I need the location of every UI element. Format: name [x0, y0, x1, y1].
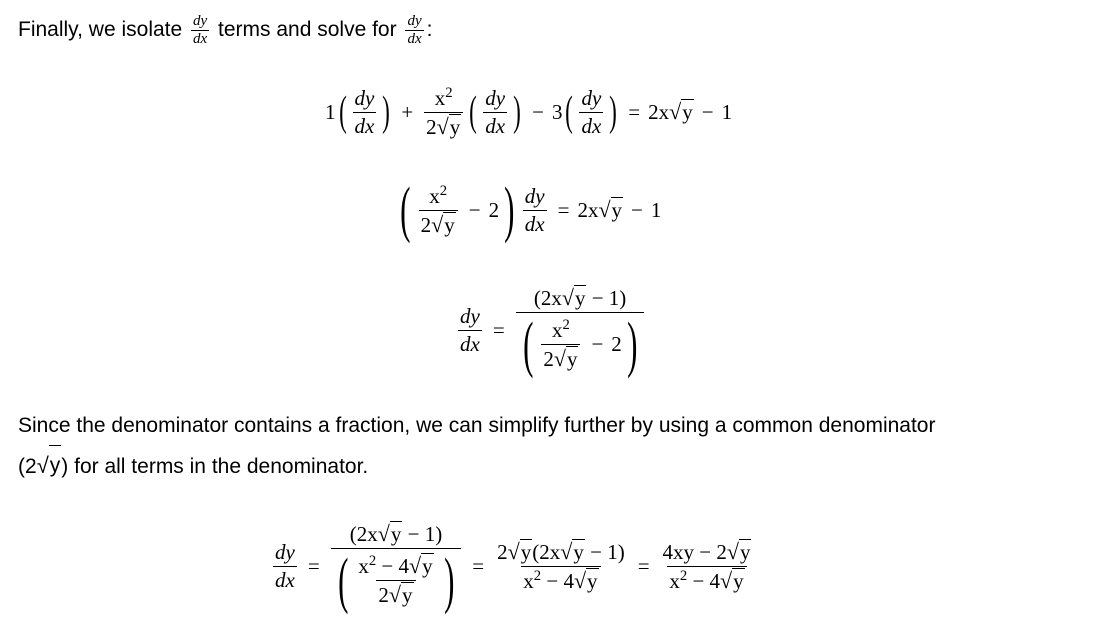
fraction-numerator: 2 √ y (2x √ y − 1) — [497, 538, 625, 564]
fraction-denominator: dx — [460, 331, 480, 356]
simplified-fraction — [495, 539, 627, 594]
coefficient: 2 — [378, 583, 389, 607]
fraction-numerator — [550, 317, 572, 344]
left-paren: ( — [522, 310, 534, 379]
fraction-denominator: dx — [524, 211, 545, 236]
exponent: 2 — [533, 567, 542, 584]
right-paren: ) — [626, 310, 638, 379]
fraction-denominator — [516, 310, 645, 379]
var-x: x — [587, 198, 599, 222]
equals-sign: = — [472, 553, 485, 578]
sqrt-y — [508, 539, 533, 565]
fraction-denominator — [331, 546, 462, 615]
constant: 1 — [424, 521, 436, 546]
minus-sign: − — [591, 285, 604, 310]
minus-sign: − — [699, 539, 712, 564]
radical-sign: √ — [560, 538, 573, 564]
equation-3 — [455, 272, 647, 388]
coefficient: 4 — [709, 568, 721, 593]
radical-sign: √ — [436, 113, 449, 139]
fraction-numerator: dy — [407, 12, 422, 29]
coefficient: 4 — [662, 539, 674, 564]
inner-fraction — [356, 553, 435, 608]
exponent: 2 — [368, 553, 377, 569]
left-paren: ( — [565, 89, 574, 135]
x2-over-2sqrty-fraction — [419, 183, 458, 238]
radicand: y — [587, 568, 598, 593]
fraction-numerator — [433, 85, 455, 112]
minus-sign: − — [407, 521, 420, 546]
radical-sign: √ — [36, 453, 49, 478]
constant: 1 — [650, 197, 662, 222]
x2-over-2sqrty-fraction — [541, 317, 580, 372]
left-paren: ( — [338, 89, 347, 135]
main-fraction — [516, 284, 645, 379]
radicand: y — [739, 539, 751, 564]
equals-sign: = — [492, 317, 505, 342]
constant: 1 — [721, 99, 733, 124]
fraction-denominator: dx — [485, 113, 506, 138]
radical-sign: √ — [377, 520, 390, 546]
dydx-fraction — [483, 86, 507, 139]
x2-over-2sqrty-fraction — [424, 85, 463, 140]
sqrt-y — [727, 539, 752, 565]
coefficient: 2 — [540, 285, 552, 310]
complex-fraction — [331, 520, 462, 615]
equation-1 — [325, 72, 732, 152]
minus-sign: − — [546, 568, 559, 593]
equation-2 — [395, 170, 661, 250]
coefficient: 1 — [325, 99, 336, 124]
right-paren: ) — [382, 89, 391, 135]
fraction-denominator: dx — [354, 113, 375, 138]
fraction-denominator: dx — [581, 113, 602, 138]
exponent: 2 — [445, 84, 453, 101]
equation-4 — [270, 504, 756, 628]
coefficient: 2 — [539, 539, 550, 564]
var-x: x — [523, 568, 534, 593]
radical-sign: √ — [553, 346, 566, 371]
coefficient: 4 — [563, 568, 574, 593]
dydx-fraction — [579, 86, 603, 139]
fraction-numerator: dy — [354, 85, 375, 110]
radicand: y — [566, 347, 578, 371]
radicand: y — [390, 521, 402, 546]
radical-sign: √ — [573, 567, 587, 593]
minus-sign: − — [381, 554, 394, 578]
explanation-paragraph — [18, 406, 935, 486]
radicand: y — [49, 445, 62, 485]
radical-sign: √ — [431, 211, 444, 237]
plus-sign: + — [401, 99, 414, 124]
coefficient: 2 — [497, 539, 508, 564]
minus-sign: − — [591, 332, 604, 356]
coefficient: 2 — [577, 198, 588, 222]
sqrt-y — [562, 285, 587, 311]
radical-sign: √ — [598, 197, 611, 222]
radicand: y — [422, 554, 433, 578]
right-paren: ) — [504, 176, 515, 244]
fraction-denominator — [376, 580, 415, 608]
minus-sign: − — [631, 197, 643, 222]
fraction-denominator — [541, 344, 580, 372]
radicand: y — [574, 285, 586, 310]
fraction-denominator — [521, 566, 600, 594]
radicand: y — [573, 539, 584, 564]
coefficient: 2 — [356, 521, 368, 546]
var-xy: xy — [673, 539, 695, 564]
sqrt-y — [389, 582, 414, 608]
exponent: 2 — [562, 317, 570, 333]
radical-sign: √ — [720, 567, 733, 593]
sqrt-y — [378, 521, 403, 547]
coefficient: 2 — [716, 539, 727, 564]
intro-text-2: terms and solve for — [212, 18, 403, 41]
coefficient: 3 — [551, 99, 563, 124]
left-paren: ( — [400, 176, 411, 244]
fraction-numerator — [661, 539, 754, 566]
fraction-denominator — [419, 210, 458, 238]
minus-sign: − — [468, 197, 481, 222]
minus-sign: − — [590, 539, 602, 564]
fraction-numerator: dy — [460, 303, 480, 328]
exponent: 2 — [439, 182, 448, 199]
fraction-numerator: (2x √ y − 1) — [533, 284, 627, 310]
sqrt-y — [598, 197, 623, 223]
dydx-fraction — [353, 86, 377, 139]
intro-text-3: : — [426, 18, 433, 41]
radical-sign: √ — [409, 553, 422, 578]
minus-sign: − — [532, 99, 544, 124]
var-x: x — [358, 554, 369, 578]
rhs — [648, 99, 694, 125]
rhs — [577, 197, 623, 223]
text-part: ) for all terms in the denominator. — [61, 455, 369, 478]
intro-dydx-fraction-1 — [191, 14, 209, 47]
equals-sign: = — [637, 553, 650, 578]
var-x: x — [669, 568, 680, 593]
dydx-fraction — [523, 184, 547, 237]
sqrt-y — [437, 114, 462, 140]
constant: 1 — [608, 285, 620, 310]
fraction-denominator — [667, 566, 746, 594]
minus-sign: − — [692, 568, 705, 593]
radicand: y — [520, 539, 532, 564]
sqrt-y — [554, 346, 579, 372]
var-x: x — [551, 318, 563, 342]
coefficient: 2 — [420, 212, 432, 237]
fraction-numerator: dy — [485, 85, 506, 110]
fraction-numerator — [427, 183, 449, 210]
sqrt-y — [409, 553, 434, 579]
radicand: y — [402, 583, 413, 607]
coefficient: 2 — [648, 100, 659, 124]
fraction-denominator: dx — [275, 567, 295, 592]
fraction-numerator: dy — [524, 183, 545, 208]
sqrt-y — [431, 212, 456, 238]
radicand: y — [444, 212, 455, 237]
intro-dydx-fraction-2 — [405, 14, 423, 47]
fraction-numerator: (2x √ y − 1) — [349, 520, 443, 546]
coefficient: 4 — [398, 554, 410, 578]
equals-sign: = — [307, 553, 320, 578]
intro-text-1: Finally, we isolate — [18, 18, 189, 41]
minus-sign: − — [701, 99, 714, 124]
var-x: x — [367, 521, 378, 546]
var-x: x — [551, 285, 562, 310]
radicand: y — [733, 568, 744, 593]
coefficient: 2 — [426, 114, 437, 139]
fraction-denominator — [424, 112, 463, 140]
explanation-line-1: Since the denominator contains a fraction, we can simplify further by using a common denominator — [18, 414, 936, 437]
fraction-numerator: dy — [275, 539, 295, 564]
fraction-numerator: dy — [193, 12, 208, 29]
sqrt-y — [37, 445, 62, 485]
radical-sign: √ — [507, 538, 520, 564]
sqrt-y — [669, 99, 694, 125]
coefficient: 2 — [543, 347, 554, 371]
explanation-line-2 — [18, 445, 935, 486]
intro-line — [18, 10, 432, 49]
equals-sign: = — [628, 99, 641, 124]
right-paren: ) — [609, 89, 618, 135]
dydx-fraction — [458, 304, 482, 357]
right-paren: ) — [513, 89, 521, 135]
constant: 2 — [488, 197, 500, 222]
fraction-denominator: dx — [407, 30, 422, 47]
var-x: x — [658, 100, 670, 124]
radical-sign: √ — [388, 582, 402, 607]
sqrt-y — [720, 568, 745, 594]
left-paren: ( — [469, 89, 478, 135]
right-paren: ) — [443, 546, 455, 615]
fraction-numerator — [356, 553, 435, 580]
radicand: y — [682, 100, 693, 124]
text-part: (2 — [18, 455, 37, 478]
radical-sign: √ — [561, 284, 574, 310]
fraction-numerator: dy — [581, 85, 602, 110]
var-x: x — [549, 539, 561, 564]
var-x: x — [434, 85, 446, 110]
radicand: y — [611, 198, 623, 222]
radicand: y — [449, 114, 461, 139]
constant: 2 — [611, 332, 622, 356]
constant: 1 — [607, 539, 618, 564]
exponent: 2 — [679, 567, 688, 584]
var-x: x — [429, 183, 440, 208]
sqrt-y — [560, 539, 585, 565]
sqrt-y — [574, 568, 599, 594]
final-fraction — [661, 539, 754, 594]
radical-sign: √ — [669, 99, 682, 124]
radical-sign: √ — [726, 538, 739, 564]
dydx-fraction — [273, 540, 297, 593]
left-paren: ( — [337, 546, 349, 615]
equals-sign: = — [557, 197, 570, 222]
fraction-denominator: dx — [193, 30, 208, 47]
